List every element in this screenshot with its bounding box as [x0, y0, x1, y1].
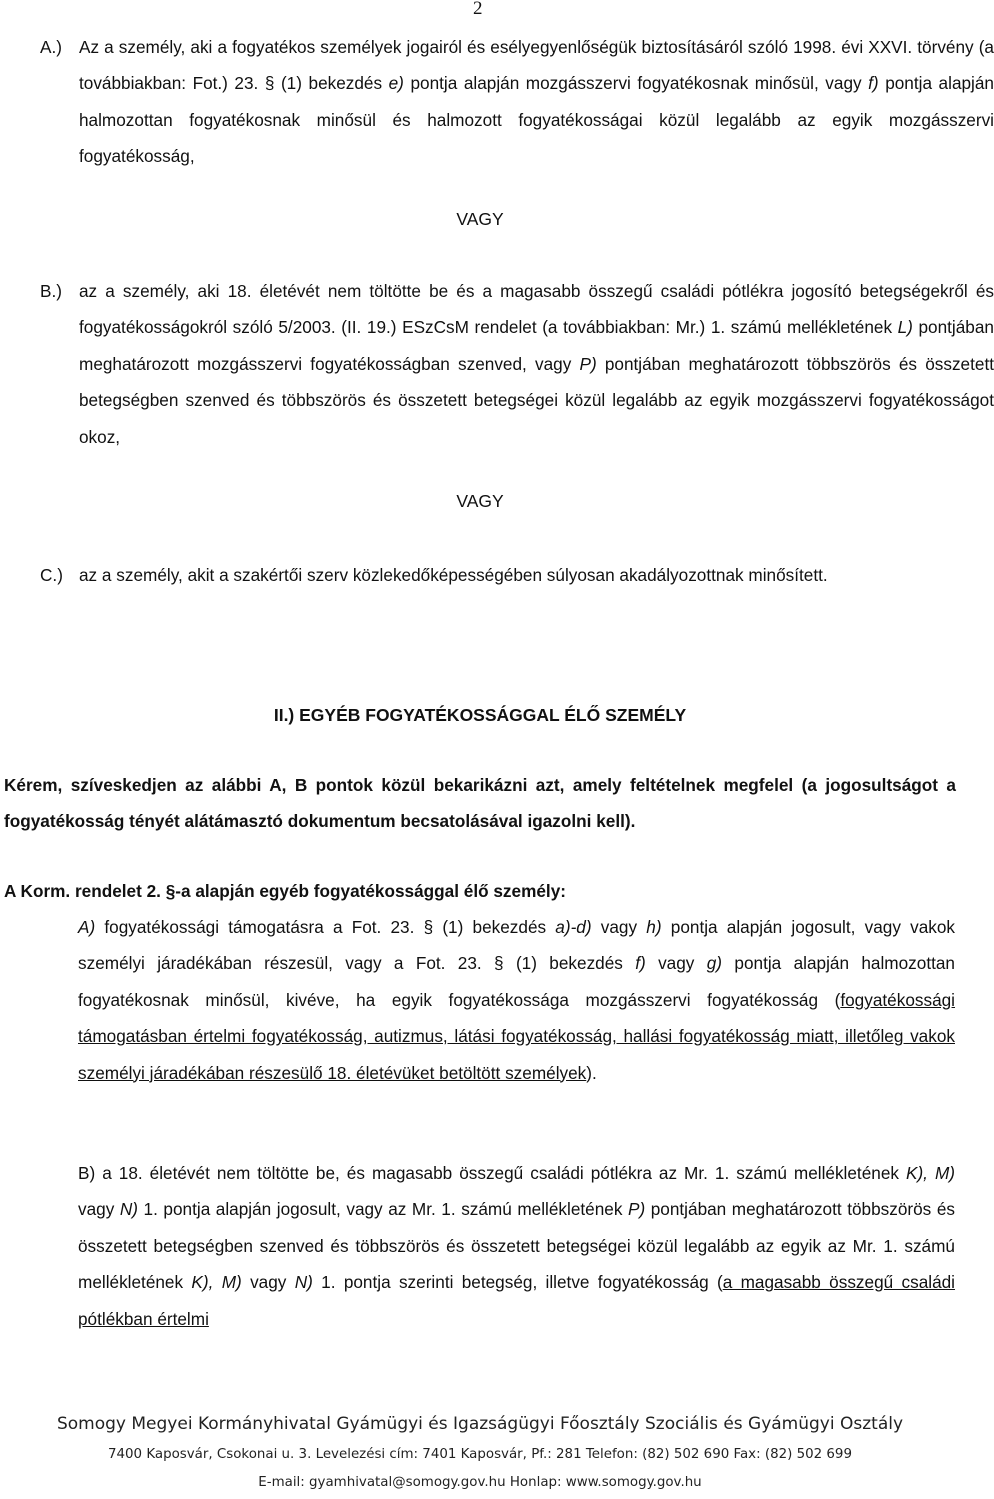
section-a-e: e) — [388, 73, 404, 94]
page-number: 2 — [473, 0, 483, 19]
section-a-f: f) — [868, 73, 879, 94]
section-b-label: B.) — [40, 281, 62, 301]
item-b-underlined: a magasabb összegű családi pótlékban értelmi — [78, 1272, 956, 1329]
item-b-km-1: K), M) — [905, 1163, 955, 1183]
section-c — [40, 557, 994, 593]
item-a-text-6: ). — [586, 1062, 597, 1083]
item-a-text-4: vagy — [645, 953, 707, 974]
item-a-text-3: pontja alapján jogosult, vagy vakok személyi járadékában részesül, vagy a Fot. 23. § (1) bekezdés — [78, 917, 956, 974]
section-a — [40, 29, 994, 175]
item-b-p: P) — [628, 1199, 646, 1220]
footer-address: 7400 Kaposvár, Csokonai u. 3. Levelezési cím: 7401 Kaposvár, Pf.: 281 Telefon: (82) 502 690 Fax: (82) 502 699 — [108, 1447, 852, 1462]
section-b-l: L) — [897, 317, 913, 338]
section-b-text-2: pontjában meghatározott mozgásszervi fogyatékosságban szenved, vagy — [79, 317, 994, 374]
section-c-label: C.) — [40, 565, 63, 585]
section-b — [40, 273, 994, 455]
item-b — [78, 1155, 955, 1337]
item-a-ad: a)-d) — [555, 917, 592, 937]
item-b-km-2: K), M) — [191, 1272, 242, 1293]
section-b-text-1: az a személy, aki 18. életévét nem töltötte be és a magasabb összegű családi pótlékra jogosító betegségekről és fogyatékosságokról szóló 5/2003. (II. 19.) ESzCsM rendelet (a továbbiakban: Mr.) 1. számú mellékletének — [79, 281, 994, 338]
item-b-text-6: 1. pontja szerinti betegség, illetve fogyatékosság ( — [312, 1272, 723, 1293]
item-a — [78, 909, 955, 1091]
section-a-label: A.) — [40, 37, 62, 57]
vagy-separator-1: VAGY — [456, 209, 504, 229]
item-b-n-2: N) — [294, 1272, 313, 1293]
vagy-separator-2: VAGY — [456, 491, 504, 511]
footer-contact: E-mail: gyamhivatal@somogy.gov.hu Honlap: www.somogy.gov.hu — [258, 1475, 702, 1490]
item-b-text-1: a 18. életévét nem töltötte be, és magasabb összegű családi pótlékra az Mr. 1. számú mellékletének — [95, 1163, 906, 1183]
item-a-text-5: pontja alapján halmozottan fogyatékosnak minősül, kivéve, ha egyik fogyatékossága mozgásszervi fogyatékosság ( — [78, 953, 955, 1010]
item-b-text-2: vagy — [78, 1199, 120, 1220]
section-a-text-3: pontja alapján halmozottan fogyatékosnak minősül és halmozott fogyatékosságai közül legalább az egyik mozgásszervi fogyatékosság, — [79, 73, 994, 167]
item-b-n-1: N) — [119, 1199, 138, 1220]
section-c-text: az a személy, akit a szakértői szerv közlekedőképességében súlyosan akadályozottnak minősített. — [79, 565, 828, 585]
item-b-text-4: pontjában meghatározott többszörös és összetett betegségben szenved és többszörös és összetett betegségei közül legalább az egyik az Mr. 1. számú mellékletének — [78, 1199, 955, 1293]
section-a-text-1: Az a személy, aki a fogyatékos személyek jogairól és esélyegyenlőségük biztosításáról szóló 1998. évi XXVI. törvény (a továbbiakban: Fot.) 23. § (1) bekezdés — [79, 37, 994, 94]
section-a-text-2: pontja alapján mozgásszervi fogyatékosnak minősül, vagy — [403, 73, 869, 94]
korm-rendelet-line: A Korm. rendelet 2. §-a alapján egyéb fogyatékossággal élő személy: — [4, 881, 566, 901]
item-a-f: f) — [635, 953, 646, 974]
item-b-label: B) — [78, 1163, 96, 1183]
item-a-g: g) — [706, 953, 723, 974]
item-a-label: A) — [78, 917, 96, 937]
item-a-text-1: fogyatékossági támogatásra a Fot. 23. § (1) bekezdés — [95, 917, 556, 937]
section-b-text-3: pontjában meghatározott többszörös és összetett betegségben szenved és többszörös és összetett betegségei közül legalább az egyik mozgásszervi fogyatékosságot okoz, — [79, 353, 994, 447]
section-b-p: P) — [579, 353, 597, 374]
section-heading-ii: II.) EGYÉB FOGYATÉKOSSÁGGAL ÉLŐ SZEMÉLY — [273, 705, 687, 725]
instruction-paragraph: Kérem, szíveskedjen az alábbi A, B pontok közül bekarikázni azt, amely feltételnek megfelel (a jogosultságot a fogyatékosság tényét alátámasztó dokumentum becsatolásával igazolni kell). — [4, 775, 956, 832]
item-b-text-5: vagy — [241, 1272, 295, 1293]
item-a-h: h) — [646, 917, 662, 937]
item-a-underlined: fogyatékossági támogatásban értelmi fogyatékosság, autizmus, látási fogyatékosság, hallási fogyatékosság miatt, illetőleg vakok személyi járadékában részesülő 18. életévüket betöltött személyek — [78, 989, 955, 1083]
footer-office-name: Somogy Megyei Kormányhivatal Gyámügyi és Igazságügyi Főosztály Szociális és Gyámügyi Osztály — [56, 1414, 904, 1434]
item-a-text-2: vagy — [591, 917, 647, 937]
item-b-text-3: 1. pontja alapján jogosult, vagy az Mr. 1. számú mellékletének — [138, 1199, 628, 1220]
